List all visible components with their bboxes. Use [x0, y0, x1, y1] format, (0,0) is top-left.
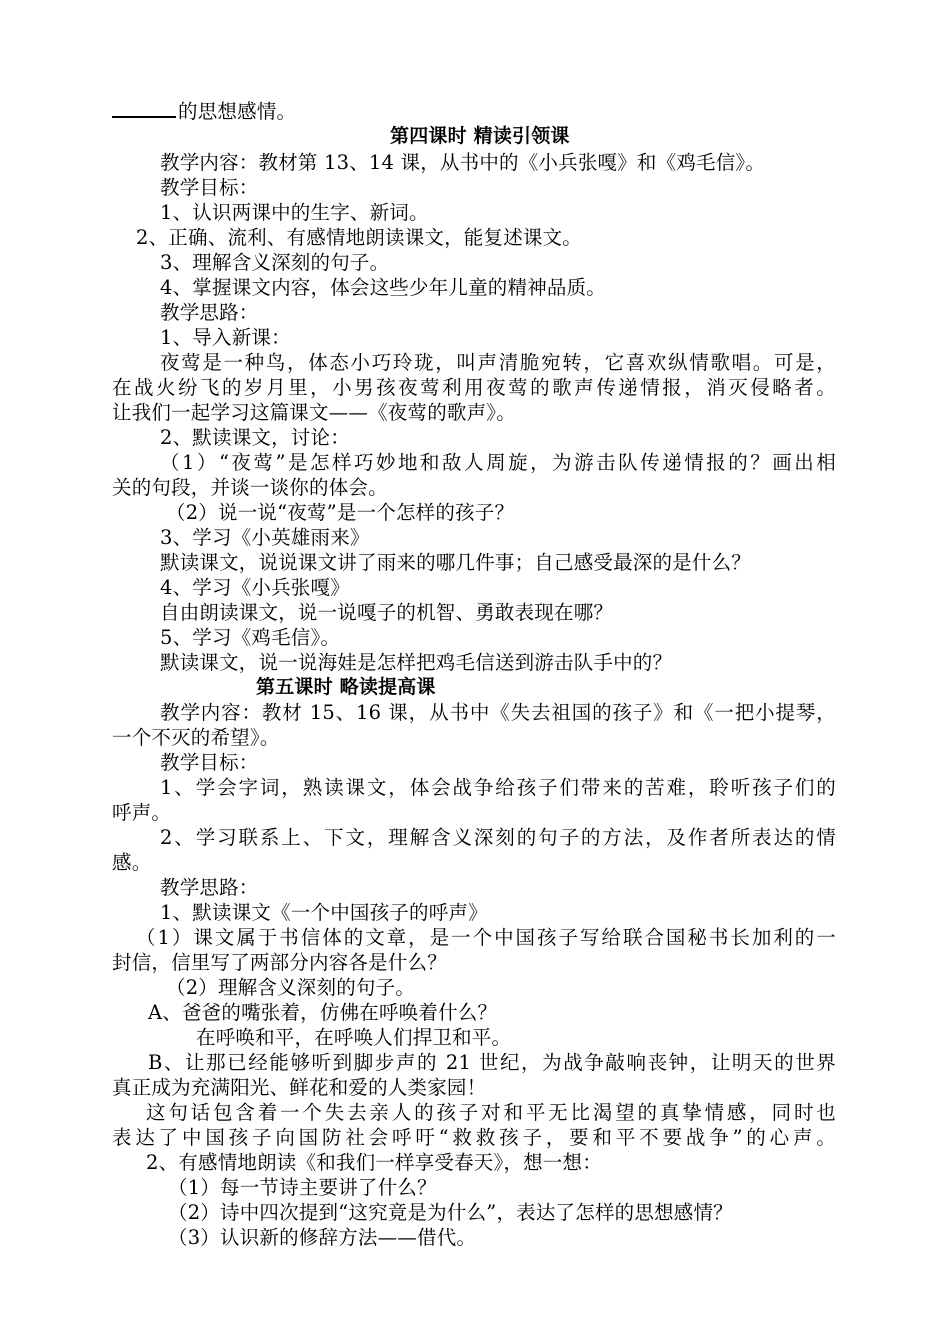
text-line: 自由朗读课文，说一说嘎子的机智、勇敢表现在哪？: [160, 601, 614, 624]
text-line: 1、导入新课：: [160, 326, 291, 349]
text-line: B、让那已经能够听到脚步声的 21 世纪，为战争敲响丧钟，让明天的世界: [148, 1051, 836, 1074]
text-line: 2、默读课文，讨论：: [160, 426, 350, 449]
section-heading-lesson-5: 第五课时 略读提高课: [256, 676, 436, 698]
text-line: 教学思路：: [160, 876, 259, 899]
text-line: 真正成为充满阳光、鲜花和爱的人类家园！: [112, 1076, 487, 1099]
text-line: 2、学习联系上、下文，理解含义深刻的句子的方法，及作者所表达的情: [160, 826, 836, 849]
fill-in-blank: [112, 98, 176, 118]
text-line: 在呼唤和平，在呼唤人们捍卫和平。: [196, 1026, 512, 1049]
text-line: （1）课文属于书信体的文章，是一个中国孩子写给联合国秘书长加利的一: [136, 926, 836, 949]
text-line: 1、默读课文《一个中国孩子的呼声》: [160, 901, 488, 924]
text-line: 夜莺是一种鸟，体态小巧玲珑，叫声清脆宛转，它喜欢纵情歌唱。可是，: [160, 351, 836, 374]
text-line: 教学目标：: [160, 176, 259, 199]
text-line: 表达了中国孩子向国防社会呼吁“救救孩子，要和平不要战争”的心声。: [112, 1126, 836, 1149]
text-line: 呼声。: [112, 801, 172, 824]
text-line: 3、理解含义深刻的句子。: [160, 251, 390, 274]
text-line: A、爸爸的嘴张着，仿佛在呼唤着什么？: [148, 1001, 498, 1024]
text-line: （3）认识新的修辞方法——借代。: [168, 1226, 477, 1249]
text-line: 2、有感情地朗读《和我们一样享受春天》，想一想：: [146, 1151, 602, 1174]
text-line: 默读课文，说说课文讲了雨来的哪几件事；自己感受最深的是什么？: [160, 551, 752, 574]
text-line: 1、学会字词，熟读课文，体会战争给孩子们带来的苦难，聆听孩子们的: [160, 776, 836, 799]
text-line: 教学内容：教材第 13、14 课，从书中的《小兵张嘎》和《鸡毛信》。: [160, 151, 766, 174]
text-line: 教学目标：: [160, 751, 259, 774]
text-line: 4、掌握课文内容，体会这些少年儿童的精神品质。: [160, 276, 607, 299]
text-line: 这句话包含着一个失去亲人的孩子对和平无比渴望的真挚情感，同时也: [146, 1101, 836, 1124]
answer-line: [112, 98, 296, 124]
text-line: （1）每一节诗主要讲了什么？: [168, 1176, 437, 1199]
text-line: （1）“夜莺”是怎样巧妙地和敌人周旋，为游击队传递情报的？画出相: [160, 451, 836, 474]
section-heading-lesson-4: 第四课时 精读引领课: [390, 125, 570, 147]
text-line: 4、学习《小兵张嘎》: [160, 576, 350, 599]
text-line: 2、正确、流利、有感情地朗读课文，能复述课文。: [136, 226, 583, 249]
text-line: 一个不灭的希望》。: [112, 726, 280, 749]
text-line: 在战火纷飞的岁月里，小男孩夜莺利用夜莺的歌声传递情报，消灭侵略者。: [112, 376, 836, 399]
text-line: 默读课文，说一说海娃是怎样把鸡毛信送到游击队手中的？: [160, 651, 673, 674]
text-line: 教学内容：教材 15、16 课，从书中《失去祖国的孩子》和《一把小提琴，: [160, 701, 836, 724]
text-line: 5、学习《鸡毛信》。: [160, 626, 341, 649]
text-line: （2）说一说“夜莺”是一个怎样的孩子？: [166, 501, 515, 524]
text-line: 3、学习《小英雄雨来》: [160, 526, 370, 549]
text-line: 让我们一起学习这篇课文——《夜莺的歌声》。: [112, 401, 516, 424]
text-line: 教学思路：: [160, 301, 259, 324]
text-line: 的思想感情。: [178, 100, 297, 123]
text-line: （2）诗中四次提到“这究竟是为什么”，表达了怎样的思想感情？: [168, 1201, 733, 1224]
text-line: 关的句段，并谈一谈你的体会。: [112, 476, 388, 499]
text-line: 1、认识两课中的生字、新词。: [160, 201, 429, 224]
text-line: 感。: [112, 851, 152, 874]
text-line: （2）理解含义深刻的句子。: [166, 976, 416, 999]
text-line: 封信，信里写了两部分内容各是什么？: [112, 951, 447, 974]
